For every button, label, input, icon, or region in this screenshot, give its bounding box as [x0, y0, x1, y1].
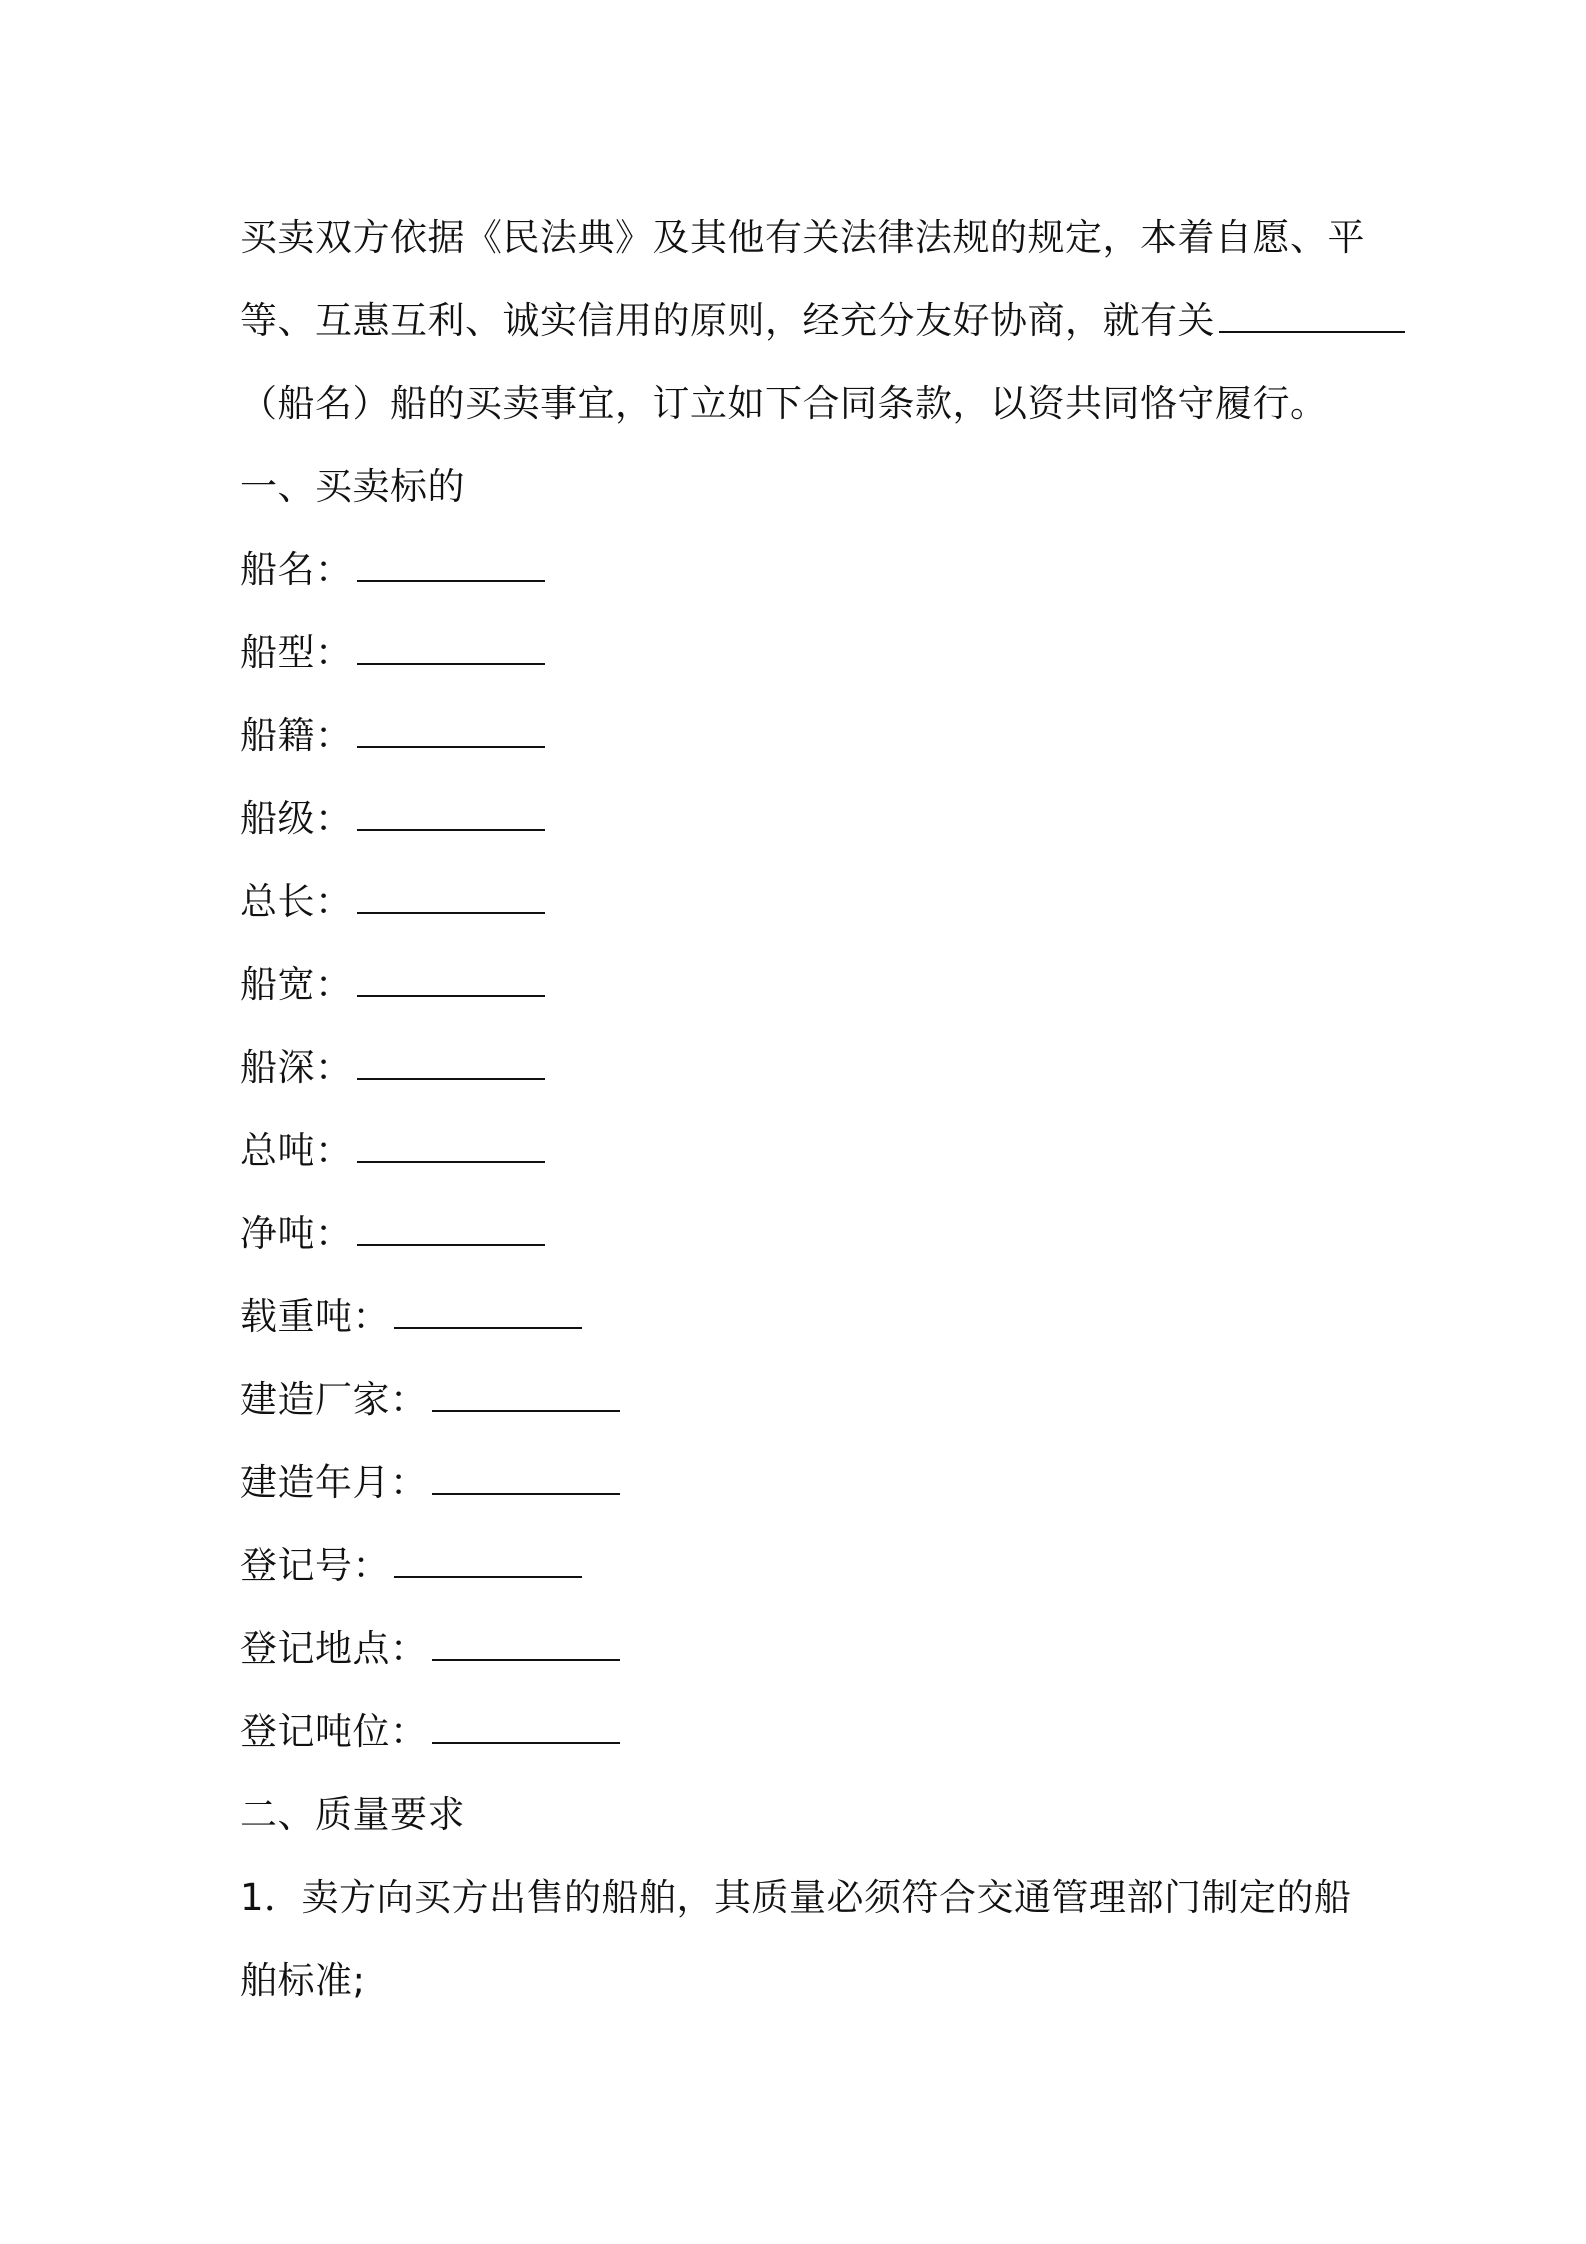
field-label: 载重吨： [240, 1295, 390, 1338]
field-blank[interactable] [432, 1629, 620, 1661]
field-blank[interactable] [357, 1214, 545, 1246]
field-blank[interactable] [357, 882, 545, 914]
field-blank[interactable] [357, 799, 545, 831]
field-row [240, 528, 1360, 611]
intro-text-3: （船名）船的买卖事宜，订立如下合同条款，以资共同恪守履行。 [240, 382, 1328, 425]
field-row [240, 943, 1360, 1026]
quality-item-1-line-2 [240, 1939, 1360, 2022]
field-blank[interactable] [357, 633, 545, 665]
field-row [240, 1441, 1360, 1524]
field-row [240, 1358, 1360, 1441]
field-row [240, 1275, 1360, 1358]
contract-body [240, 196, 1365, 2022]
field-row [240, 860, 1360, 943]
intro-text-1: 买卖双方依据《民法典》及其他有关法律法规的规定，本着自愿、平 [240, 216, 1365, 259]
field-label: 登记号： [240, 1544, 390, 1587]
field-row [240, 611, 1360, 694]
section-2-heading-text: 二、质量要求 [240, 1793, 465, 1836]
field-blank[interactable] [357, 1048, 545, 1080]
field-label: 船级： [240, 797, 353, 840]
quality-item-1-text-2: 舶标准; [240, 1959, 366, 2002]
field-blank[interactable] [394, 1297, 582, 1329]
intro-line-3 [240, 362, 1360, 445]
field-label: 船籍： [240, 714, 353, 757]
intro-text-2: 等、互惠互利、诚实信用的原则，经充分友好协商，就有关 [240, 299, 1215, 342]
intro-line-1 [240, 196, 1365, 279]
field-row [240, 1524, 1360, 1607]
field-row [240, 777, 1360, 860]
section-2-heading [240, 1773, 1360, 1856]
field-label: 船宽： [240, 963, 353, 1006]
field-row [240, 1109, 1360, 1192]
field-row [240, 1690, 1360, 1773]
field-row [240, 1026, 1360, 1109]
field-row [240, 1607, 1360, 1690]
field-blank[interactable] [357, 716, 545, 748]
field-label: 船型： [240, 631, 353, 674]
field-label: 建造年月： [240, 1461, 428, 1504]
field-label: 船名： [240, 548, 353, 591]
ship-name-blank[interactable] [1219, 301, 1405, 333]
section-1-heading-text: 一、买卖标的 [240, 465, 465, 508]
field-blank[interactable] [432, 1712, 620, 1744]
field-label: 总吨： [240, 1129, 353, 1172]
field-label: 船深： [240, 1046, 353, 1089]
field-label: 登记地点： [240, 1627, 428, 1670]
quality-item-1-text-1: 1．卖方向买方出售的船舶，其质量必须符合交通管理部门制定的船 [240, 1876, 1352, 1919]
field-blank[interactable] [357, 965, 545, 997]
field-label: 建造厂家： [240, 1378, 428, 1421]
quality-item-1-line-1 [240, 1856, 1360, 1939]
field-label: 登记吨位： [240, 1710, 428, 1753]
field-blank[interactable] [394, 1546, 582, 1578]
field-blank[interactable] [432, 1380, 620, 1412]
field-row [240, 694, 1360, 777]
field-label: 总长： [240, 880, 353, 923]
field-blank[interactable] [432, 1463, 620, 1495]
field-blank[interactable] [357, 1131, 545, 1163]
section-1-heading [240, 445, 1360, 528]
field-blank[interactable] [357, 550, 545, 582]
field-row [240, 1192, 1360, 1275]
field-label: 净吨： [240, 1212, 353, 1255]
intro-line-2 [240, 279, 1360, 362]
